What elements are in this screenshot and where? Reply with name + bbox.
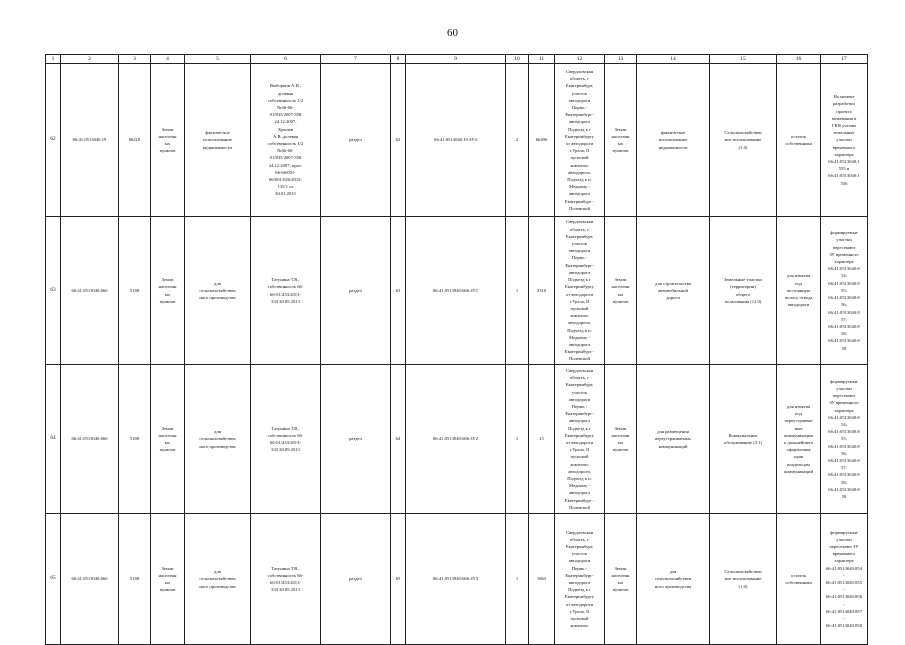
column-number: 13 <box>605 55 637 64</box>
table-cell: Земли населенн ых пунктов <box>151 514 185 645</box>
column-number: 2 <box>61 55 119 64</box>
column-number: 1 <box>46 55 61 64</box>
page-number: 60 <box>447 27 458 39</box>
table-cell: 62 <box>46 64 61 217</box>
column-number: 9 <box>406 55 506 64</box>
table-cell: Татунина Т.В., собственность 66- 66-01/453/2013- 333 30.09.2013 <box>251 514 321 645</box>
table-cell: для изъятия под постоянную полосу отвода автодороги <box>777 217 821 365</box>
table-cell: 1 <box>506 365 529 514</box>
table-cell: остаток собственника <box>777 514 821 645</box>
table-cell: формируемые участки пересекают ЗУ временного характера 66:41:0513040:8 54; 66:41:0513040:8 55; 66:41:0513040:8 56; 66:41:0513040:8 57; 66:41:0513040:8 58; 66:41:0513040:8 59 <box>821 217 868 365</box>
table-cell: 68218 <box>119 64 151 217</box>
table-cell: раздел <box>321 365 391 514</box>
table-cell: фактическое использование недвижимости <box>185 64 251 217</box>
column-number: 17 <box>821 55 868 64</box>
table-cell: 66:41:0513040:666 <box>61 217 119 365</box>
table-cell: Свердловская область, г Екатеринбург, участок автодороги Пермь - Екатеринбург- автодорога Подъезд к г Екатеринбургу от автодороги г.Урала, II пусковой комплекс автодороги, Подъезд к п. Медному - автодорога Екатеринбург - Полевской <box>555 217 605 365</box>
table-row <box>46 64 868 217</box>
table-cell: раздел <box>321 217 391 365</box>
table-cell: 63 <box>391 217 406 365</box>
table-cell: для размещения переустраиваемых коммуникаций <box>637 365 710 514</box>
table-cell: Земли населенн ых пунктов <box>151 64 185 217</box>
table-cell: для изъятия под переустраивае мые коммуникации и дальнейшего оформления прав владельцам коммуникаций <box>777 365 821 514</box>
table-cell: для сельскохозяйствен ного производства <box>185 365 251 514</box>
table-cell: 64 <box>46 365 61 514</box>
column-number: 16 <box>777 55 821 64</box>
table-cell: Татунина Т.В., собственность 66- 66-01/453/2013- 333 30.09.2013 <box>251 217 321 365</box>
column-number: 15 <box>710 55 777 64</box>
table-cell: Сельскохозяйствен ное использование (1.0) <box>710 514 777 645</box>
table-cell: формируемые участки пересекают ЗУ временного характера 66:41:0513040:854 - 66:41:0513040:855 - 66:41:0513040:856 - 66:41:0513040:857 - 66:41:0513040:858 <box>821 514 868 645</box>
table-cell: для сельскохозяйствен ного производства <box>185 514 251 645</box>
table-cell: Земельные участки (территории) общего пользования (12.0) <box>710 217 777 365</box>
table-cell: 66:41:0513040:19:ЗУ4 <box>406 64 506 217</box>
table-cell: для строительства автомобильной дороги <box>637 217 710 365</box>
table-cell: Земли населенн ых пунктов <box>605 365 637 514</box>
table-cell: Коммунальное обслуживание (3.1) <box>710 365 777 514</box>
table-cell: Земли населенн ых пунктов <box>605 64 637 217</box>
land-plots-table <box>45 54 868 645</box>
table-cell: Свердловская область, г Екатеринбург, участок автодороги Пермь - Екатеринбург- автодорога Подъезд к г Екатеринбургу от автодороги г.Урала, II пусковой комплекс автодороги, Подъезд к п. Медному - автодорога Екатеринбург - Полевской <box>555 365 605 514</box>
table-cell: 66:41:0513040:666:ЗУ2 <box>406 365 506 514</box>
table-cell: 66:41:0513040:19 <box>61 64 119 217</box>
column-number: 11 <box>529 55 555 64</box>
table-cell: раздел <box>321 64 391 217</box>
table-row <box>46 514 868 645</box>
column-number: 5 <box>185 55 251 64</box>
table-cell: 64 <box>391 365 406 514</box>
table-row <box>46 365 868 514</box>
column-number: 7 <box>321 55 391 64</box>
table-cell: остаток собственника <box>777 64 821 217</box>
table-cell: 65 <box>46 514 61 645</box>
table-cell: На момент разработки проекта межевания в ГКН учтены земельные участки временного характера 66:41:0513040:1 555 и 66:41:0513040:1 556 <box>821 64 868 217</box>
table-cell: для сельскохозяйствен ного производства <box>185 217 251 365</box>
column-number: 10 <box>506 55 529 64</box>
column-number: 8 <box>391 55 406 64</box>
table-cell: для сельскохозяйствен ного производства <box>637 514 710 645</box>
table-cell: 1 <box>506 514 529 645</box>
table-cell: Земли населенн ых пунктов <box>151 217 185 365</box>
table-cell: 66:41:0513040:666 <box>61 365 119 514</box>
table-cell: 5188 <box>119 514 151 645</box>
table-cell: Выборнов А.Н., долевая собственность 1/2 №66-66- 01/835/2007-358 24.12.2007; Хрычев А.В.,долевая собственность 1/2 №66-66- 01/835/2007-358 24.12.2007; прот: 66-66/001- 66/001/026/2015- 135/1 от 30.01.2015 <box>251 64 321 217</box>
column-number: 6 <box>251 55 321 64</box>
table-cell: 63 <box>46 217 61 365</box>
table-cell: Свердловская область, г Екатеринбург, участок автодороги Пермь - Екатеринбург- автодорога Подъезд к г Екатеринбургу от автодороги г.Урала, II пусковой комплекс <box>555 514 605 645</box>
table-row <box>46 217 868 365</box>
column-number: 4 <box>151 55 185 64</box>
table-cell: 66496 <box>529 64 555 217</box>
table-cell: Земли населенн ых пунктов <box>605 217 637 365</box>
table-cell: 5188 <box>119 217 151 365</box>
table-cell: 66:41:0513040:666:ЗУ1 <box>406 217 506 365</box>
table-cell: 5188 <box>119 365 151 514</box>
table-cell: 2 <box>506 64 529 217</box>
column-number: 12 <box>555 55 605 64</box>
table-cell: 65 <box>391 514 406 645</box>
table-cell: 66:41:0513040:666:ЗУ3 <box>406 514 506 645</box>
table-cell: Сельскохозяйствен ное использование (1.0) <box>710 64 777 217</box>
table-cell: 1 <box>506 217 529 365</box>
table-cell: Свердловская область, г Екатеринбург, участок автодороги Пермь - Екатеринбург- автодорога Подъезд к г Екатеринбургу от автодороги г.Урала, II пусковой комплекс автодороги, Подъезд к п. Медному - автодорога Екатеринбург - Полевской <box>555 64 605 217</box>
table-cell: Земли населенн ых пунктов <box>605 514 637 645</box>
table-cell: 62 <box>391 64 406 217</box>
table-cell: раздел <box>321 514 391 645</box>
column-number: 3 <box>119 55 151 64</box>
table-cell: 3310 <box>529 217 555 365</box>
table-cell: формируемые участки пересекают ЗУ временного характера 66:41:0513040:8 54; 66:41:0513040:8 55; 66:41:0513040:8 56; 66:41:0513040:8 57; 66:41:0513040:8 58; 66:41:0513040:8 59 <box>821 365 868 514</box>
table-cell: Татунина Т.В., собственность 66- 66-01/453/2013- 333 30.09.2013 <box>251 365 321 514</box>
table-cell: фактическое использование недвижимости <box>637 64 710 217</box>
header-row <box>46 55 868 64</box>
column-number: 14 <box>637 55 710 64</box>
table-cell: 15 <box>529 365 555 514</box>
table-cell: Земли населенн ых пунктов <box>151 365 185 514</box>
table-cell: 66:41:0513040:666 <box>61 514 119 645</box>
table-cell: 1863 <box>529 514 555 645</box>
